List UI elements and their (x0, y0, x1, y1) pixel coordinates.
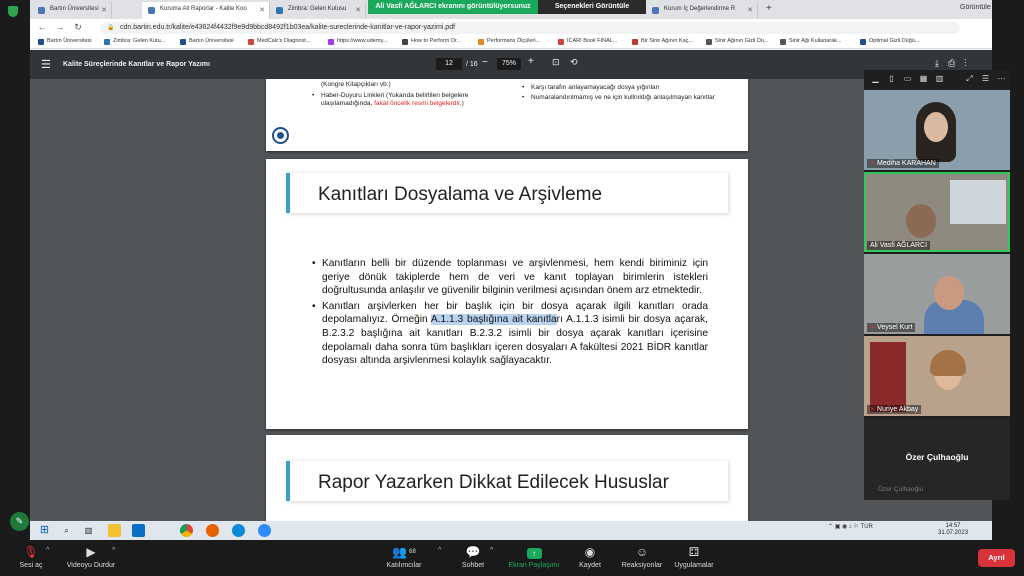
apps-icon: ⚃ (688, 545, 700, 559)
bookmark-item[interactable]: How to Perform Or... (402, 38, 461, 44)
participant-video (870, 342, 906, 412)
chat-icon: 💬 (465, 545, 481, 559)
store-icon[interactable] (132, 524, 145, 537)
clock[interactable] (938, 523, 968, 537)
language-indicator[interactable]: TUR (860, 524, 873, 530)
bookmark-favicon-icon (328, 39, 334, 45)
bookmark-favicon-icon (38, 39, 44, 45)
back-arrow-icon[interactable]: ← (37, 22, 47, 32)
close-icon[interactable]: ✕ (101, 7, 107, 14)
close-icon[interactable]: ✕ (259, 7, 265, 14)
participant-name: ✕ Veysel Kurt (867, 323, 915, 332)
bookmark-item[interactable]: Performans Ölçüleri... (478, 38, 540, 44)
bookmark-favicon-icon (104, 39, 110, 45)
bookmark-favicon-icon (632, 39, 638, 45)
participants-count: 68 (409, 549, 416, 555)
url-field[interactable]: 🔒 cdn.bartin.edu.tr/kalite/e43624f4432f9e9d9bbcd8492f1b03ea/kalite-sureclerinde-kanitlar-ve-rapor-yazimi.pdf (100, 22, 960, 34)
pdf-toolbar (30, 50, 992, 79)
participant-face (906, 204, 936, 238)
bookmark-favicon-icon (706, 39, 712, 45)
bookmark-item[interactable]: Sinir Ağı Kullanarak... (780, 38, 842, 44)
bookmark-favicon-icon (180, 39, 186, 45)
annotate-pen-icon[interactable]: ✎ (10, 512, 29, 531)
tab-favicon-icon (38, 7, 45, 14)
slide1-red-text: fakat öncelik resmi belgelerdir. (374, 100, 462, 107)
participant-name: ✕ Mediha KARAHAN (867, 159, 939, 168)
page-number-input[interactable]: 12 (436, 58, 462, 70)
participants-video-panel (864, 70, 1010, 500)
participant-face (934, 276, 964, 310)
apps-button[interactable]: ⚃ Uygulamalar (670, 545, 718, 569)
slide-page-12 (266, 159, 748, 429)
download-icon[interactable]: ⤓ (935, 58, 948, 68)
windows-taskbar (30, 521, 992, 540)
shared-screen (30, 0, 992, 540)
pdf-title: Kalite Süreçlerinde Kanıtlar ve Rapor Yazımı (63, 61, 210, 68)
bookmark-item[interactable]: Bartın Üniversitesi (38, 38, 92, 44)
pdf-actions (935, 58, 975, 69)
chevron-up-icon[interactable]: ^ (438, 547, 442, 554)
view-options-button[interactable]: Seçenekleri Görüntüle (538, 0, 646, 14)
muted-mic-icon: ✕ (870, 161, 876, 167)
slide1-left-column (312, 81, 512, 110)
tab-favicon-icon (652, 7, 659, 14)
participant-tile[interactable] (864, 336, 1010, 416)
chevron-up-icon[interactable]: ^ (490, 547, 494, 554)
close-icon[interactable]: ✕ (747, 7, 753, 14)
system-tray[interactable]: ⌃ ▣ ◉ ♪ ⚐ TUR (828, 524, 873, 530)
unmute-button[interactable]: 🎙 Sesi aç (14, 545, 48, 569)
more-options-icon[interactable]: ⋯ (997, 74, 1006, 83)
slide-body (312, 257, 708, 370)
print-icon[interactable]: ⎙ (947, 58, 965, 68)
zoom-icon[interactable] (258, 524, 271, 537)
slide1-left-text: (Kongre Kitapçıkları vb.) (321, 81, 391, 88)
clock-date: 31.07.2023 (938, 530, 969, 536)
participant-face (924, 112, 948, 142)
record-button[interactable]: ◉ Kaydet (576, 545, 604, 569)
bookmark-item[interactable]: Bartın Üniversitesi (180, 38, 234, 44)
slide-title: Rapor Yazarken Dikkat Edilecek Hususlar (318, 472, 669, 493)
slide-bullet: • Kanıtların belli bir düzende toplanması ve arşivlenmesi, hem kendi biriminiz için geriye dönük takiplerde hem de veri ve kanıt toplayan birimlerin istekleri doğrultusunda anlaşılır ve güvenilir bilginin verilmesi açısından önem arz etmektedir. (312, 257, 708, 298)
slide-title: Kanıtları Dosyalama ve Arşivleme (318, 184, 603, 205)
rotate-icon[interactable]: ⟲ (570, 57, 578, 67)
speaker-view-icon[interactable]: ▯ (889, 74, 894, 83)
slide-bullet: • Kanıtları arşivlerken her bir başlık için bir dosya açarak ilgili kanıtları orada depolamalıyız. Örneğin A.1.1.3 başlığına ait kanıtları A.1.1.3 isimli bir dosya açarak, B.2.3.2 başlığına ait kanıtları B.2.3.2 isimli bir dosya açarak kanıtları içerisine depolamalı daha sonra tüm başlıkları içeren dosyaları A fakültesi 2021 BİDR kanıtlar dosyası altında arşivlenmesi kolaylık sağlayacaktır. (312, 300, 708, 368)
muted-mic-icon: ✕ (870, 407, 876, 413)
minimize-icon[interactable]: ▁ (872, 74, 879, 83)
browser-tab[interactable]: Kuruma Ait Raporlar - Kalite Koo ✕ (142, 2, 270, 19)
slide-title-box (286, 173, 728, 213)
slide1-right-bullet: • Numaralandırılmamış ve ne için kullnıldığı anlaşılmayan kanıtlar (522, 94, 722, 102)
participant-tile-active-speaker[interactable] (864, 172, 1010, 252)
participants-button[interactable]: 👥 $^{68}$ Katılımcılar (382, 545, 426, 569)
muted-mic-icon: ✕ (870, 325, 876, 331)
gallery-view-icon[interactable]: ▦ (919, 74, 928, 83)
window-view-label[interactable]: Görüntüle (960, 4, 991, 11)
strip-view-icon[interactable]: ▭ (903, 74, 912, 83)
share-screen-icon: ↑ (506, 545, 562, 560)
tab-favicon-icon (148, 7, 155, 14)
bookmark-item[interactable]: ICARI Book FINAL... (558, 38, 617, 44)
participant-name-centered: Özer Çulhaoğlu (905, 452, 969, 462)
firefox-icon[interactable] (206, 524, 219, 537)
reactions-button[interactable]: ☺ Reaksiyonlar (618, 545, 666, 569)
lock-icon: 🔒 (107, 25, 115, 31)
menu-icon[interactable]: ☰ (41, 59, 51, 71)
reload-icon[interactable]: ↻ (74, 22, 82, 32)
clock-time: 14:57 (945, 523, 961, 529)
bookmark-item[interactable]: Bir Sinir Ağının Kaç... (632, 38, 693, 44)
page-total: / 16 (466, 61, 478, 68)
video-camera-icon: ▶ (86, 545, 96, 559)
new-tab-plus-icon[interactable]: + (766, 3, 772, 14)
bookmark-item[interactable]: https://www.udemy... (328, 38, 387, 44)
bookmark-item[interactable]: Sinir Ağının Gizli Dü... (706, 38, 769, 44)
chat-button[interactable]: 💬 Sohbet (458, 545, 488, 569)
slide1-right-bullet: • Karşı tarafın anlayamayacağı dosya yığınları (522, 84, 722, 92)
slide-title-box (286, 461, 728, 501)
close-icon[interactable]: ✕ (355, 7, 361, 14)
participant-tile[interactable] (864, 254, 1010, 334)
browser-tab[interactable]: Bartın Üniversitesi ✕ (32, 2, 112, 19)
slide1-left-bullet: • Haber-Duyuru Linkleri (Yukarıda belirtilen belgelere ulaşılamadığında, fakat öncelik resmi belgelerdir.) (312, 92, 512, 108)
participants-icon: 👥 $^{68}$ (392, 545, 416, 559)
bookmark-item[interactable]: Zimbra: Gelen Kutu... (104, 38, 165, 44)
muted-mic-icon: 🎙 (23, 545, 39, 559)
chrome-icon[interactable] (180, 524, 193, 537)
bookmark-favicon-icon (402, 39, 408, 45)
stop-video-button[interactable]: ▶ Videoyu Durdur (62, 545, 120, 569)
pdf-viewer[interactable] (30, 79, 992, 521)
zoom-in-icon[interactable]: + (528, 56, 534, 67)
participant-name-faded: Özer Çulhaoğlu (878, 486, 924, 493)
record-icon: ◉ (584, 545, 596, 559)
bookmark-favicon-icon (478, 39, 484, 45)
participant-video (950, 180, 1006, 224)
windows-start-icon[interactable]: ⊞ (39, 524, 50, 536)
highlighted-text: A.1.1.3 başlığına ait kanıtla (430, 314, 557, 326)
side-by-side-icon[interactable]: ▥ (935, 74, 944, 83)
participant-name: Ali Vasfi AĞLARCI (867, 241, 930, 250)
panel-toolbar (864, 70, 1010, 88)
task-view-icon[interactable]: ▥ (84, 526, 93, 535)
chevron-up-icon[interactable]: ^ (46, 547, 50, 554)
participant-tile[interactable] (864, 90, 1010, 170)
slide1-right-column (522, 84, 722, 104)
participant-name: ✕ Nuriye Akbay (867, 405, 921, 414)
leave-button[interactable]: Ayrıl (978, 549, 1015, 567)
security-shield-icon[interactable] (8, 6, 18, 17)
zoom-out-icon[interactable]: − (482, 57, 488, 68)
file-explorer-icon[interactable] (108, 524, 121, 537)
bookmarks-bar (30, 36, 992, 49)
zoom-input[interactable]: 75% (497, 58, 521, 70)
bookmark-item[interactable]: MedCalc's Diagnost... (248, 38, 310, 44)
view-list-icon[interactable]: ☰ (981, 74, 990, 83)
chevron-up-icon[interactable]: ^ (112, 547, 116, 554)
slide-page-13 (266, 435, 748, 521)
expand-icon[interactable]: ⤢ (966, 74, 973, 83)
slide-page-11 (266, 79, 748, 151)
bookmark-favicon-icon (558, 39, 564, 45)
university-logo (272, 127, 289, 144)
forward-arrow-icon[interactable]: → (55, 22, 65, 32)
participant-hair (930, 350, 966, 376)
bookmark-item[interactable]: Optimal Gizli Düğü... (860, 38, 919, 44)
edge-icon[interactable] (232, 524, 245, 537)
browser-tab[interactable]: Zimbra: Gelen Kutusu ✕ (270, 2, 366, 19)
tab-favicon-icon (276, 7, 283, 14)
browser-tab[interactable]: Kurum İç Değerlendirme R ✕ (646, 2, 758, 19)
address-bar-row (30, 19, 992, 36)
fit-page-icon[interactable]: ⊡ (552, 57, 560, 67)
bookmark-favicon-icon (248, 39, 254, 45)
bookmark-favicon-icon (860, 39, 866, 45)
search-icon[interactable]: ⌕ (64, 526, 69, 535)
screen-share-banner: Ali Vasfi AĞLARCI ekranını görüntülüyorsunuz (368, 0, 538, 14)
meeting-control-bar (0, 540, 1024, 576)
smiley-icon: ☺ (635, 545, 649, 559)
share-screen-button[interactable]: ↑ Ekran Paylaşımı (506, 545, 562, 569)
bookmark-favicon-icon (780, 39, 786, 45)
more-options-icon[interactable]: ⋮ (964, 58, 976, 68)
